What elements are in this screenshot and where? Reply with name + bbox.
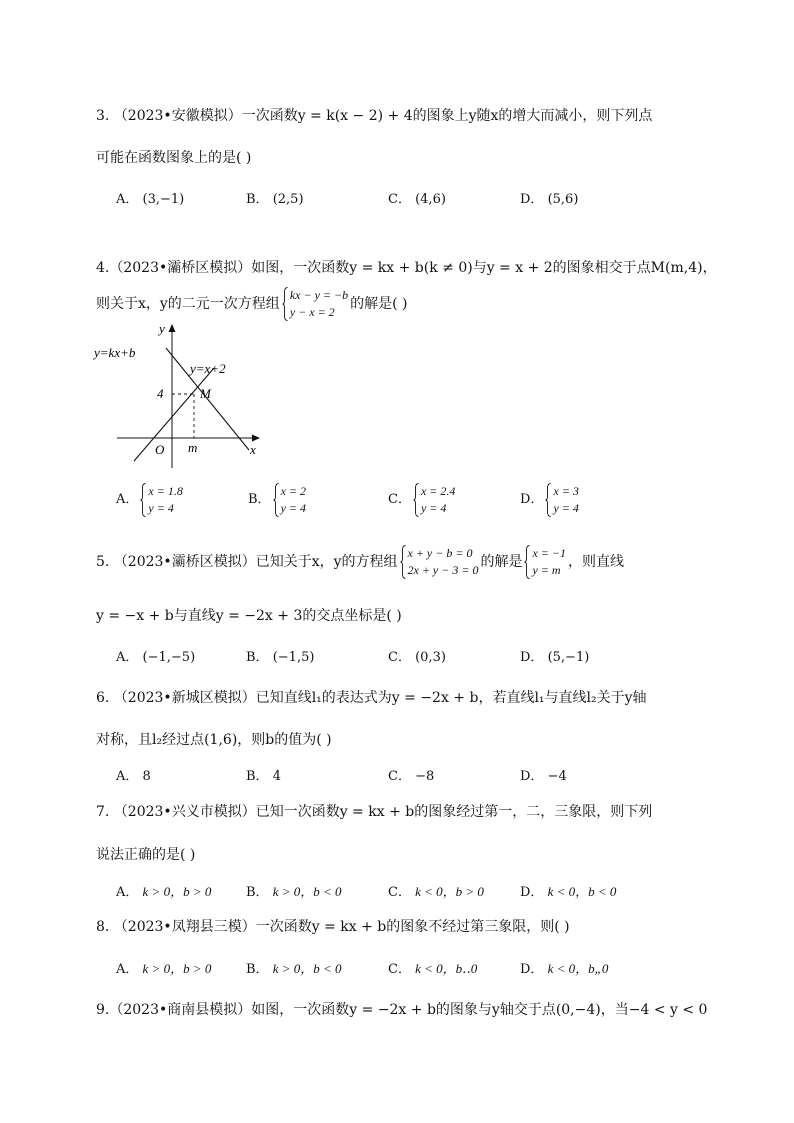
q9-line1: 9.（2023•商南县模拟）如图，一次函数y = −2x + b的图象与y轴交于点(0,−4)，当−4 < y < 0	[96, 1002, 708, 1018]
q6-line2: 对称，且l₂经过点(1,6)，则b的值为( )	[96, 732, 332, 748]
q6-option-d: D． −4	[520, 769, 567, 784]
q4-equation-system: kx − y = −b y − x = 2	[282, 287, 348, 321]
q7-option-d: D． k < 0，b < 0	[520, 884, 617, 900]
q5-solution-system: x = −1 y = m	[524, 545, 566, 579]
label-y-kx-b: y=kx+b	[94, 345, 136, 360]
q4-option-d: D． x = 3 y = 4	[520, 483, 579, 515]
q3-line1: 3. （2023•安徽模拟）一次函数y = k(x − 2) + 4的图象上y随x的增大而减小，则下列点	[96, 108, 653, 124]
q8-option-c: C． k < 0，b‥0	[388, 961, 478, 977]
label-origin: O	[155, 442, 165, 457]
q8-option-d: D． k < 0，b„0	[520, 961, 609, 977]
q5-option-b: B． (−1,5)	[246, 650, 315, 665]
label-m: m	[188, 440, 198, 455]
q4-graph-figure	[92, 318, 272, 468]
q4-option-a: A． x = 1.8 y = 4	[116, 483, 183, 515]
q4-option-c: C． x = 2.4 y = 4	[388, 483, 456, 515]
label-point-M: M	[200, 386, 211, 401]
q8-option-b: B． k > 0，b < 0	[246, 961, 342, 977]
q7-line2: 说法正确的是( )	[96, 847, 196, 863]
q3-option-b: B． (2,5)	[246, 192, 304, 207]
label-y-axis: y	[159, 321, 165, 336]
q3-option-a: A． (3,−1)	[116, 192, 185, 207]
q5-line1: 5. （2023•灞桥区模拟）已知关于x，y的方程组 x + y − b = 0 2x + y − 3 = 0 的解是 x = −1 y = m ，则直线	[96, 546, 624, 577]
q3-option-d: D． (5,6)	[520, 192, 579, 207]
q8-line1: 8. （2023•凤翔县三模）一次函数y = kx + b的图象不经过第三象限，则( )	[96, 919, 570, 935]
q7-option-c: C． k < 0，b > 0	[388, 884, 484, 900]
label-x-axis: x	[250, 442, 256, 457]
q5-option-c: C． (0,3)	[388, 650, 446, 665]
q5-equation-system: x + y − b = 0 2x + y − 3 = 0	[400, 545, 479, 579]
q3-line2: 可能在函数图象上的是( )	[96, 150, 252, 166]
line-y-x-plus-2	[134, 368, 214, 461]
q7-option-b: B． k > 0，b < 0	[246, 884, 342, 900]
q4-line1: 4.（2023•灞桥区模拟）如图，一次函数y = kx + b(k ≠ 0)与y = x + 2的图象相交于点M(m,4)，	[96, 260, 717, 276]
q6-option-a: A． 8	[116, 769, 151, 784]
q4-option-b: B． x = 2 y = 4	[248, 483, 306, 515]
label-y-x-2: y=x+2	[190, 361, 226, 376]
q5-line2: y = −x + b与直线y = −2x + 3的交点坐标是( )	[96, 608, 402, 624]
y-axis-arrow	[169, 324, 176, 332]
q6-option-b: B． 4	[246, 769, 281, 784]
q7-option-a: A． k > 0，b > 0	[116, 884, 212, 900]
q5-option-d: D． (5,−1)	[520, 650, 590, 665]
x-axis-arrow	[252, 435, 260, 442]
label-four: 4	[157, 386, 164, 401]
q6-line1: 6. （2023•新城区模拟）已知直线l₁的表达式为y = −2x + b，若直线l₁与直线l₂关于y轴	[96, 690, 647, 706]
q7-line1: 7. （2023•兴义市模拟）已知一次函数y = kx + b的图象经过第一，二，三象限，则下列	[96, 804, 653, 820]
q5-option-a: A． (−1,−5)	[116, 650, 196, 665]
q4-line2: 则关于x，y的二元一次方程组 kx − y = −b y − x = 2 的解是( )	[96, 288, 408, 319]
q8-option-a: A． k > 0，b > 0	[116, 961, 212, 977]
q6-option-c: C． −8	[388, 769, 435, 784]
q3-option-c: C． (4,6)	[388, 192, 446, 207]
